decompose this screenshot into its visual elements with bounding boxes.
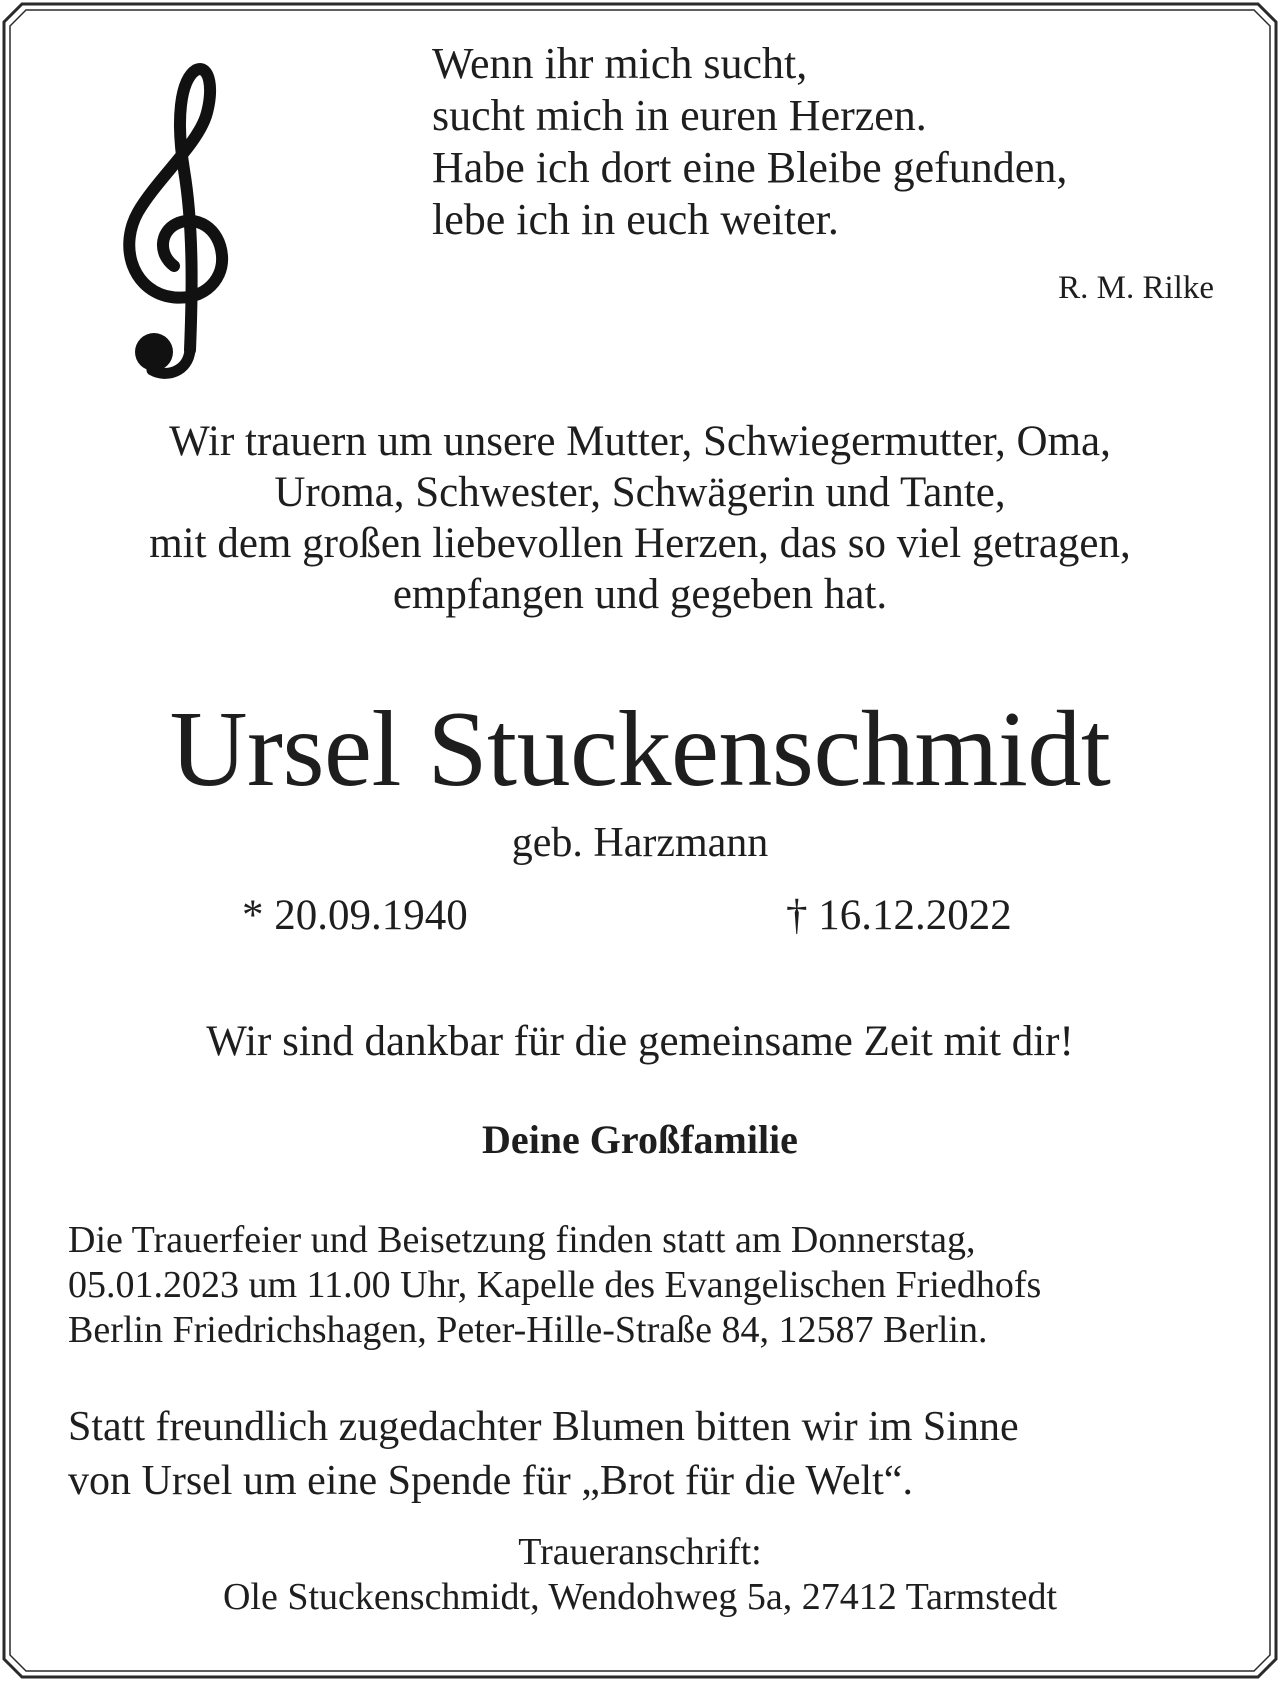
family-signature: Deine Großfamilie [482, 1117, 798, 1162]
birth-date: * 20.09.1940 [242, 892, 468, 939]
deceased-name: Ursel Stuckenschmidt [169, 690, 1111, 809]
treble-clef-icon [118, 60, 240, 380]
donation-line: von Ursel um eine Spende für „Brot für die Welt“. [68, 1458, 913, 1504]
thanks-text: Wir sind dankbar für die gemeinsame Zeit mit dir! [206, 1018, 1074, 1065]
donation-line: Statt freundlich zugedachter Blumen bitten wir im Sinne [68, 1404, 1019, 1450]
mourning-line: Uroma, Schwester, Schwägerin und Tante, [274, 469, 1006, 516]
ceremony-line: Berlin Friedrichshagen, Peter-Hille-Straße 84, 12587 Berlin. [68, 1309, 988, 1351]
ceremony-line: Die Trauerfeier und Beisetzung finden statt am Donnerstag, [68, 1219, 976, 1261]
birth-name: geb. Harzmann [511, 820, 769, 866]
poem-line: Wenn ihr mich sucht, [432, 39, 808, 88]
death-date: † 16.12.2022 [786, 892, 1012, 939]
mourning-line: Wir trauern um unsere Mutter, Schwiegermutter, Oma, [169, 418, 1111, 465]
donation-request [68, 1400, 1228, 1508]
poem-author: R. M. Rilke [1058, 270, 1214, 306]
address-value: Ole Stuckenschmidt, Wendohweg 5a, 27412 Tarmstedt [222, 1576, 1057, 1618]
mourning-line: mit dem großen liebevollen Herzen, das so viel getragen, [149, 520, 1131, 567]
mourning-text [0, 416, 1280, 620]
ceremony-line: 05.01.2023 um 11.00 Uhr, Kapelle des Evangelischen Friedhofs [68, 1264, 1042, 1306]
ceremony-info [68, 1218, 1228, 1353]
poem-line: Habe ich dort eine Bleibe gefunden, [432, 143, 1068, 192]
poem-line: sucht mich in euren Herzen. [432, 91, 927, 140]
address-label: Traueranschrift: [518, 1531, 762, 1573]
mourning-line: empfangen und gegeben hat. [392, 571, 888, 618]
mourning-address [0, 1530, 1280, 1620]
poem-line: lebe ich in euch weiter. [432, 195, 839, 244]
poem [432, 38, 1212, 246]
